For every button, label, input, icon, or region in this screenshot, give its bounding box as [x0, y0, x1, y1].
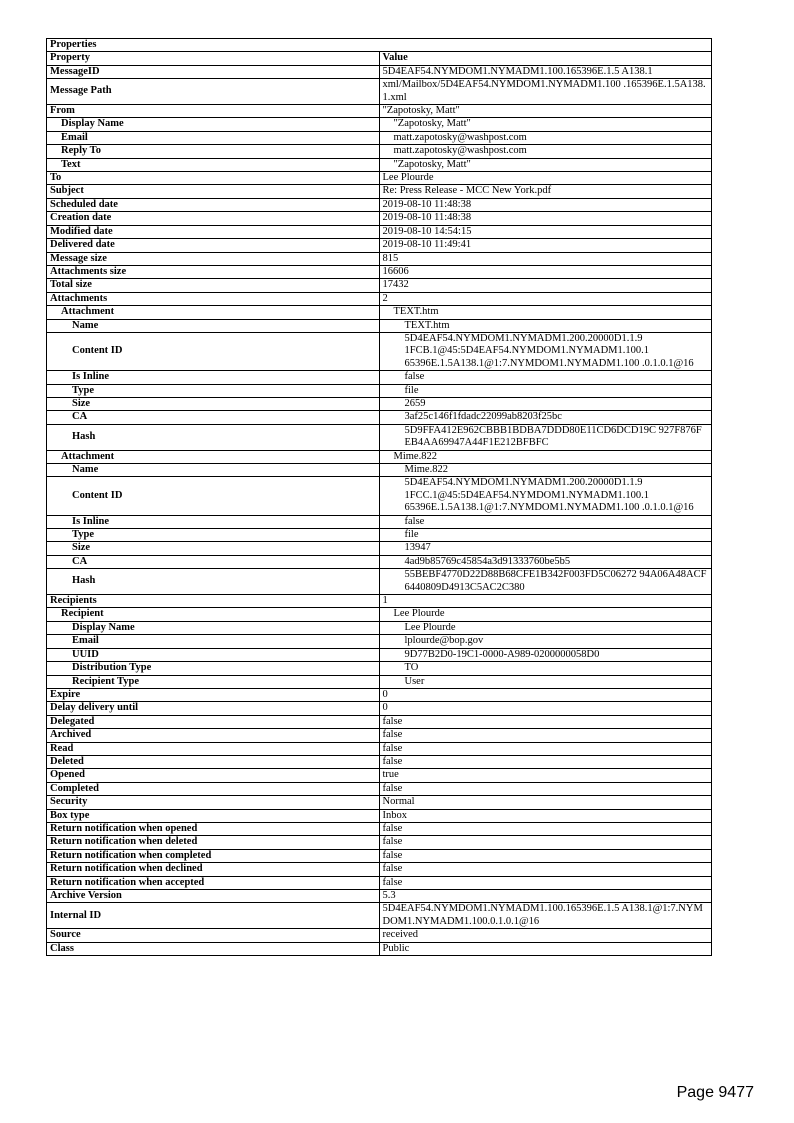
table-row [47, 555, 712, 568]
header-property: Property [47, 52, 380, 65]
property-name: Size [47, 542, 380, 555]
property-name: Reply To [47, 145, 380, 158]
property-value: "Zapotosky, Matt" [379, 118, 712, 131]
property-name: Subject [47, 185, 380, 198]
property-name: Opened [47, 769, 380, 782]
table-row [47, 942, 712, 955]
property-value: Re: Press Release - MCC New York.pdf [379, 185, 712, 198]
table-row [47, 595, 712, 608]
property-value: false [379, 876, 712, 889]
property-name: Total size [47, 279, 380, 292]
table-row [47, 319, 712, 332]
property-name: Distribution Type [47, 662, 380, 675]
property-name: Message size [47, 252, 380, 265]
table-row [47, 782, 712, 795]
table-row [47, 118, 712, 131]
table-row [47, 185, 712, 198]
property-value: false [379, 715, 712, 728]
property-name: Is Inline [47, 515, 380, 528]
property-name: Expire [47, 688, 380, 701]
property-name: Archive Version [47, 890, 380, 903]
property-value: 5.3 [379, 890, 712, 903]
property-value: false [379, 849, 712, 862]
table-row [47, 542, 712, 555]
property-value: 1 [379, 595, 712, 608]
property-value: lplourde@bop.gov [379, 635, 712, 648]
property-name: Recipient Type [47, 675, 380, 688]
property-name: Type [47, 529, 380, 542]
table-row [47, 675, 712, 688]
property-value: false [379, 782, 712, 795]
property-name: Return notification when deleted [47, 836, 380, 849]
table-row [47, 384, 712, 397]
property-value: TEXT.htm [379, 319, 712, 332]
table-row [47, 464, 712, 477]
property-value: 13947 [379, 542, 712, 555]
property-value: 0 [379, 688, 712, 701]
property-value: 4ad9b85769c45854a3d91333760be5b5 [379, 555, 712, 568]
property-name: Completed [47, 782, 380, 795]
property-value: Mime.822 [379, 464, 712, 477]
property-value: 3af25c146f1fdadc22099ab8203f25bc [379, 411, 712, 424]
table-row [47, 252, 712, 265]
table-row [47, 635, 712, 648]
table-row [47, 648, 712, 661]
table-row [47, 225, 712, 238]
property-value: 5D4EAF54.NYMDOM1.NYMADM1.100.165396E.1.5 A138.1 [379, 65, 712, 78]
property-name: CA [47, 555, 380, 568]
page-number: Page 9477 [676, 1084, 754, 1101]
property-name: Delegated [47, 715, 380, 728]
table-row [47, 863, 712, 876]
property-value: "Zapotosky, Matt" [379, 105, 712, 118]
property-name: MessageID [47, 65, 380, 78]
table-row [47, 371, 712, 384]
table-row [47, 198, 712, 211]
property-value: Lee Plourde [379, 172, 712, 185]
property-name: Size [47, 397, 380, 410]
property-value: false [379, 863, 712, 876]
table-row [47, 131, 712, 144]
property-name: Creation date [47, 212, 380, 225]
property-name: Content ID [47, 477, 380, 515]
property-name: Display Name [47, 621, 380, 634]
property-name: Class [47, 942, 380, 955]
property-value: 5D4EAF54.NYMDOM1.NYMADM1.200.20000D1.1.9 1FCC.1@45:5D4EAF54.NYMDOM1.NYMADM1.100.1 65396E.1.5A138.1@1:7.NYMDOM1.NYMADM1.100 .0.1.0.1@16 [379, 477, 712, 515]
property-value: false [379, 371, 712, 384]
property-value: 2019-08-10 11:48:38 [379, 198, 712, 211]
property-value: 55BEBF4770D22D88B68CFE1B342F003FD5C06272 94A06A48ACF6440809D4913C5AC2C380 [379, 569, 712, 595]
property-value: file [379, 384, 712, 397]
property-name: Attachment [47, 306, 380, 319]
property-name: Name [47, 319, 380, 332]
table-row [47, 822, 712, 835]
property-name: Attachments [47, 292, 380, 305]
table-row [47, 239, 712, 252]
table-row [47, 608, 712, 621]
property-value: "Zapotosky, Matt" [379, 158, 712, 171]
table-row [47, 265, 712, 278]
table-row [47, 292, 712, 305]
table-title-row [47, 39, 712, 52]
property-value: 17432 [379, 279, 712, 292]
table-row [47, 172, 712, 185]
property-name: Email [47, 635, 380, 648]
properties-table-body [47, 39, 712, 956]
property-value: 2019-08-10 11:49:41 [379, 239, 712, 252]
table-row [47, 876, 712, 889]
property-name: Message Path [47, 79, 380, 105]
property-name: Attachment [47, 450, 380, 463]
property-value: 0 [379, 702, 712, 715]
table-row [47, 450, 712, 463]
property-name: Email [47, 131, 380, 144]
property-value: matt.zapotosky@washpost.com [379, 145, 712, 158]
table-row [47, 529, 712, 542]
property-name: Return notification when accepted [47, 876, 380, 889]
property-value: Lee Plourde [379, 608, 712, 621]
property-name: Display Name [47, 118, 380, 131]
property-name: UUID [47, 648, 380, 661]
table-row [47, 890, 712, 903]
table-row [47, 903, 712, 929]
property-value: 9D77B2D0-19C1-0000-A989-0200000058D0 [379, 648, 712, 661]
property-value: Lee Plourde [379, 621, 712, 634]
property-name: Return notification when declined [47, 863, 380, 876]
table-row [47, 729, 712, 742]
property-name: From [47, 105, 380, 118]
header-value: Value [379, 52, 712, 65]
table-row [47, 742, 712, 755]
table-row [47, 621, 712, 634]
property-value: received [379, 929, 712, 942]
table-row [47, 688, 712, 701]
property-name: Read [47, 742, 380, 755]
property-name: Deleted [47, 755, 380, 768]
property-name: Scheduled date [47, 198, 380, 211]
property-value: 16606 [379, 265, 712, 278]
table-row [47, 411, 712, 424]
table-row [47, 279, 712, 292]
table-row [47, 212, 712, 225]
property-name: Attachments size [47, 265, 380, 278]
property-value: 5D9FFA412E962CBBB1BDBA7DDD80E11CD6DCD19C 927F876FEB4AA69947A44F1E212BFBFC [379, 424, 712, 450]
table-header-row [47, 52, 712, 65]
property-name: Text [47, 158, 380, 171]
property-name: Type [47, 384, 380, 397]
property-name: CA [47, 411, 380, 424]
table-row [47, 929, 712, 942]
table-row [47, 79, 712, 105]
table-row [47, 715, 712, 728]
property-value: matt.zapotosky@washpost.com [379, 131, 712, 144]
property-name: Return notification when completed [47, 849, 380, 862]
table-row [47, 105, 712, 118]
property-name: Recipients [47, 595, 380, 608]
property-value: 2019-08-10 14:54:15 [379, 225, 712, 238]
table-row [47, 755, 712, 768]
property-value: User [379, 675, 712, 688]
property-name: Hash [47, 424, 380, 450]
property-value: 5D4EAF54.NYMDOM1.NYMADM1.100.165396E.1.5 A138.1@1:7.NYMDOM1.NYMADM1.100.0.1.0.1@16 [379, 903, 712, 929]
table-row [47, 769, 712, 782]
property-value: false [379, 822, 712, 835]
table-row [47, 424, 712, 450]
property-value: Inbox [379, 809, 712, 822]
property-value: Mime.822 [379, 450, 712, 463]
table-row [47, 702, 712, 715]
property-name: Delay delivery until [47, 702, 380, 715]
table-row [47, 332, 712, 370]
property-value: 2 [379, 292, 712, 305]
property-value: false [379, 755, 712, 768]
property-value: file [379, 529, 712, 542]
property-value: Public [379, 942, 712, 955]
property-name: To [47, 172, 380, 185]
property-name: Box type [47, 809, 380, 822]
property-name: Return notification when opened [47, 822, 380, 835]
table-row [47, 796, 712, 809]
table-row [47, 65, 712, 78]
table-row [47, 145, 712, 158]
property-value: TEXT.htm [379, 306, 712, 319]
property-value: xml/Mailbox/5D4EAF54.NYMDOM1.NYMADM1.100 .165396E.1.5A138.1.xml [379, 79, 712, 105]
table-row [47, 397, 712, 410]
table-title: Properties [47, 39, 712, 52]
property-value: 2659 [379, 397, 712, 410]
property-name: Archived [47, 729, 380, 742]
property-value: 815 [379, 252, 712, 265]
table-row [47, 515, 712, 528]
table-row [47, 662, 712, 675]
property-value: true [379, 769, 712, 782]
property-value: false [379, 729, 712, 742]
table-row [47, 836, 712, 849]
property-name: Internal ID [47, 903, 380, 929]
property-name: Content ID [47, 332, 380, 370]
property-value: 2019-08-10 11:48:38 [379, 212, 712, 225]
table-row [47, 569, 712, 595]
properties-table [46, 38, 712, 956]
table-row [47, 477, 712, 515]
property-value: false [379, 836, 712, 849]
table-row [47, 849, 712, 862]
property-value: TO [379, 662, 712, 675]
property-name: Hash [47, 569, 380, 595]
property-value: Normal [379, 796, 712, 809]
table-row [47, 158, 712, 171]
property-value: 5D4EAF54.NYMDOM1.NYMADM1.200.20000D1.1.9 1FCB.1@45:5D4EAF54.NYMDOM1.NYMADM1.100.1 65396E.1.5A138.1@1:7.NYMDOM1.NYMADM1.100 .0.1.0.1@16 [379, 332, 712, 370]
property-name: Security [47, 796, 380, 809]
property-value: false [379, 515, 712, 528]
table-row [47, 306, 712, 319]
property-name: Source [47, 929, 380, 942]
property-name: Name [47, 464, 380, 477]
property-name: Is Inline [47, 371, 380, 384]
property-name: Recipient [47, 608, 380, 621]
property-value: false [379, 742, 712, 755]
property-name: Modified date [47, 225, 380, 238]
property-name: Delivered date [47, 239, 380, 252]
table-row [47, 809, 712, 822]
